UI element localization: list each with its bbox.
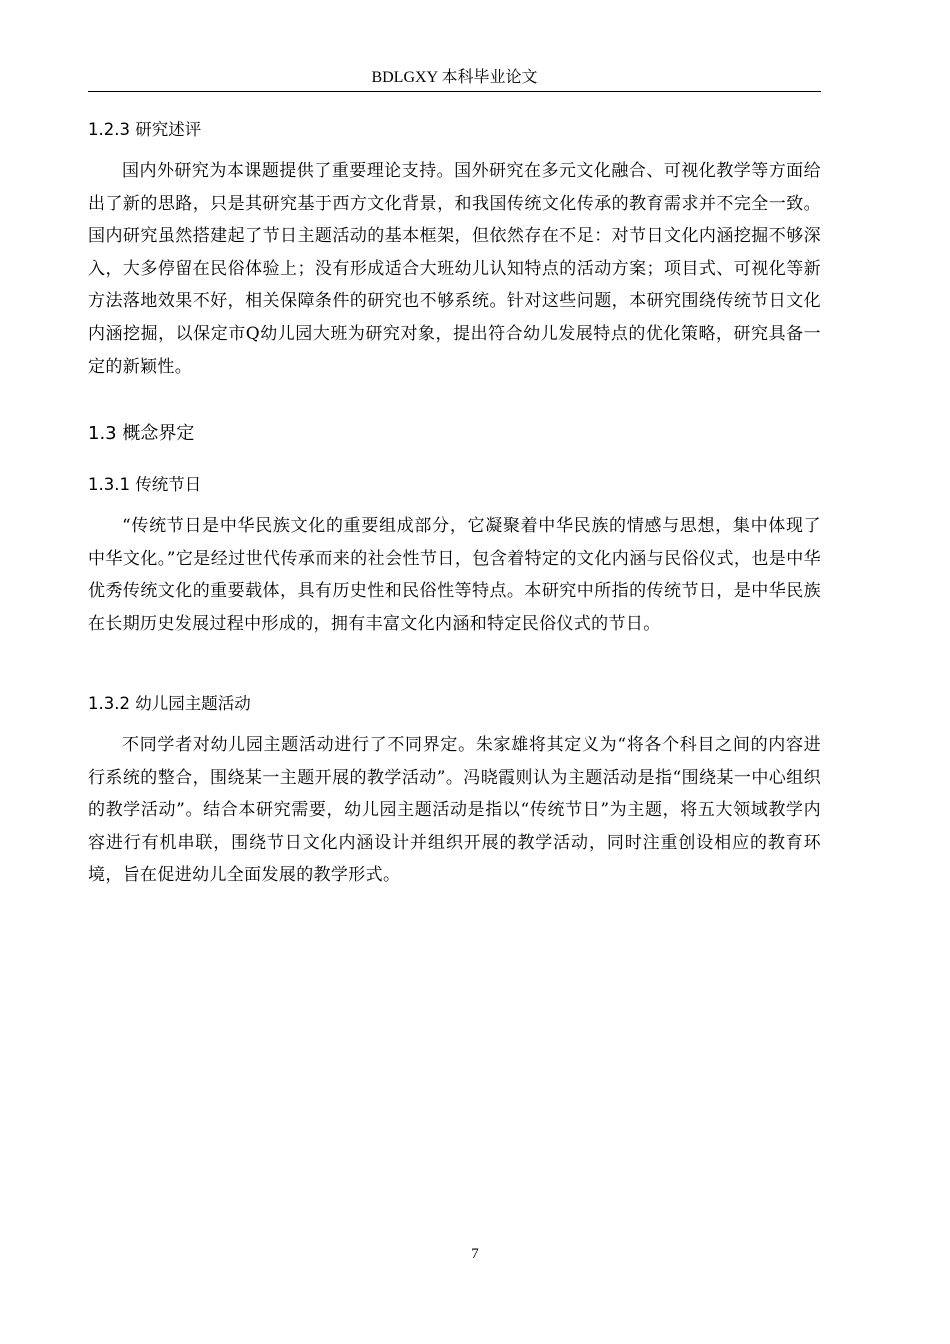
- page-number: 7: [471, 1246, 479, 1262]
- section-heading-1-3-1: 1.3.1 传统节日: [88, 475, 202, 494]
- paragraph-research-review: 国内外研究为本课题提供了重要理论支持。国外研究在多元文化融合、可视化教学等方面给出了新的思路，只是其研究基于西方文化背景，和我国传统文化传承的教育需求并不完全一致。国内研究虽然搭建起了节日主题活动的基本框架，但依然存在不足：对节日文化内涵挖掘不够深入，大多停留在民俗体验上；没有形成适合大班幼儿认知特点的活动方案；项目式、可视化等新方法落地效果不好，相关保障条件的研究也不够系统。针对这些问题，本研究围绕传统节日文化内涵挖掘，以保定市Q幼儿园大班为研究对象，提出符合幼儿发展特点的优化策略，研究具备一定的新颖性。: [88, 161, 821, 377]
- section-heading-1-3-2: 1.3.2 幼儿园主题活动: [88, 694, 251, 713]
- section-heading-1-2-3: 1.2.3 研究述评: [88, 120, 202, 139]
- header-rule: [88, 91, 821, 92]
- paragraph-traditional-festival: “传统节日是中华民族文化的重要组成部分，它凝聚着中华民族的情感与思想，集中体现了中华文化。”它是经过世代传承而来的社会性节日，包含着特定的文化内涵与民俗仪式，也是中华优秀传统文化的重要载体，具有历史性和民俗性等特点。本研究中所指的传统节日，是中华民族在长期历史发展过程中形成的，拥有丰富文化内涵和特定民俗仪式的节日。: [88, 516, 821, 634]
- running-header: BDLGXY 本科毕业论文: [371, 69, 538, 86]
- section-heading-1-3: 1.3 概念界定: [88, 423, 195, 444]
- paragraph-theme-activity: 不同学者对幼儿园主题活动进行了不同界定。朱家雄将其定义为“将各个科目之间的内容进行系统的整合，围绕某一主题开展的教学活动”。冯晓霞则认为主题活动是指“围绕某一中心组织的教学活动”。结合本研究需要，幼儿园主题活动是指以“传统节日”为主题，将五大领域教学内容进行有机串联，围绕节日文化内涵设计并组织开展的教学活动，同时注重创设相应的教育环境，旨在促进幼儿全面发展的教学形式。: [88, 735, 821, 886]
